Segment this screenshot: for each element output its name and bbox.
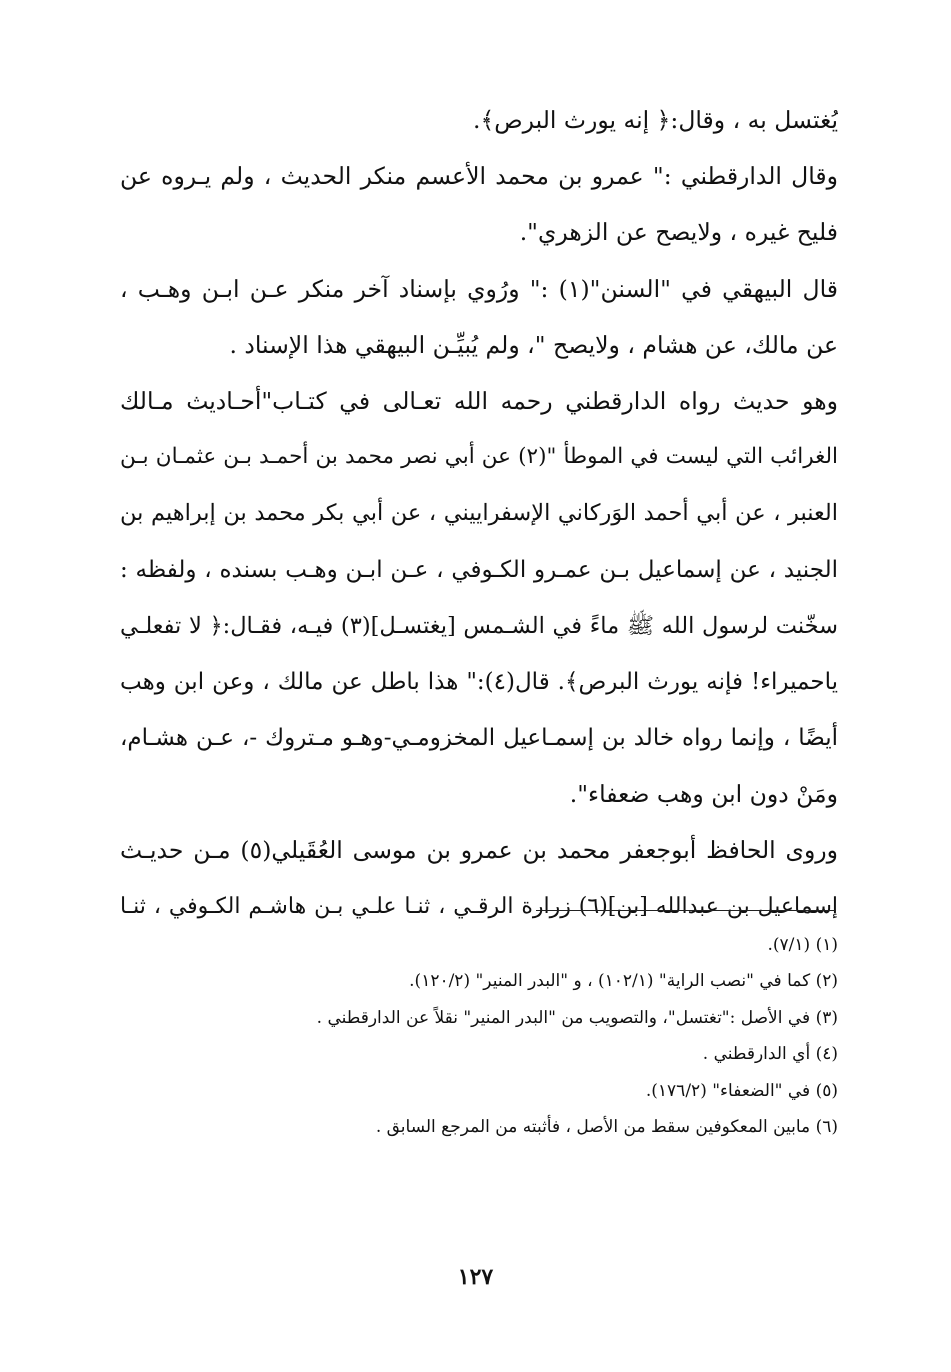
text-line-2: وقال الدارقطني :" عمرو بن محمد الأعسم منكر الحديث ، ولم يـروه عن: [120, 162, 838, 191]
text-line-13: ومَنْ دون ابن وهب ضعفاء".: [569, 780, 838, 809]
footnote-1: (١) (٧/١).: [767, 935, 838, 955]
text-line-1: يُغتسل به ، وقال:﴿ إنه يورث البرص﴾.: [473, 106, 838, 134]
text-line-15: إسماعيل بن عبدالله [بن](٦) زرارة الرقـي ، ثنـا علـي بـن هاشـم الكـوفي ، ثنـا: [120, 893, 838, 919]
text-line-4: قال البيهقي في "السنن"(١) :" ورُوي بإسناد آخر منكر عـن ابـن وهـب ،: [120, 274, 838, 303]
text-line-9: الجنيد ، عن إسماعيل بـن عمـرو الكـوفي ، عـن ابـن وهـب بسنده ، ولفظه :: [120, 556, 838, 583]
main-text-block: [120, 92, 838, 935]
text-line-14: وروى الحافظ أبوجعفر محمد بن عمرو بن موسى العُقَيلي(٥) مـن حديـث: [120, 836, 838, 865]
text-line-6: وهو حديث رواه الدارقطني رحمه الله تعـالى في كتـاب"أحـاديث مـالك: [120, 386, 838, 415]
text-line-3: فليح غيره ، ولايصح عن الزهري".: [519, 218, 838, 247]
footnote-2: (٢) كما في "نصب الراية" (١٠٢/١) ، و "البدر المنير" (١٢٠/٢).: [409, 971, 838, 992]
footnote-3: (٣) في الأصل :"تغتسل"، والتصويب من "البدر المنير" نقلاً عن الدارقطني .: [316, 1007, 838, 1028]
footnotes-block: [120, 927, 838, 1145]
footnote-6: (٦) مابين المعكوفين سقط من الأصل ، فأثبته من المرجع السابق .: [375, 1116, 838, 1137]
text-line-5: عن مالك، عن هشام ، ولايصح "، ولم يُبيِّـن البيهقي هذا الإسناد .: [229, 330, 838, 359]
text-line-11: ياحميراء! فإنه يورث البرص﴾. قال(٤):" هذا باطل عن مالك ، وعن ابن وهب: [120, 668, 838, 695]
footnote-4: (٤) أي الدارقطني .: [702, 1044, 838, 1065]
footnote-5: (٥) في "الضعفاء" (١٧٦/٢).: [645, 1080, 838, 1101]
footnote-separator: [536, 910, 836, 911]
text-line-12: أيضًا ، وإنما رواه خالد بن إسمـاعيل المخزومـي-وهـو مـتروك -، عـن هشـام،: [120, 725, 838, 752]
text-line-7: الغرائب التي ليست في الموطأ "(٢) عن أبي نصر محمد بن أحمـد بـن عثمـان بـن: [120, 444, 838, 470]
text-line-8: العنبر ، عن أبي أحمد الوَركاني الإسفراييني ، عن أبي بكر محمد بن إبراهيم بن: [120, 500, 838, 527]
text-line-10: سخّنت لرسول الله ﷺ ماءً في الشـمس [يغتسـل](٣) فيـه، فقـال:﴿ لا تفعلـي: [120, 612, 838, 639]
page-number: ١٢٧: [457, 1264, 494, 1290]
